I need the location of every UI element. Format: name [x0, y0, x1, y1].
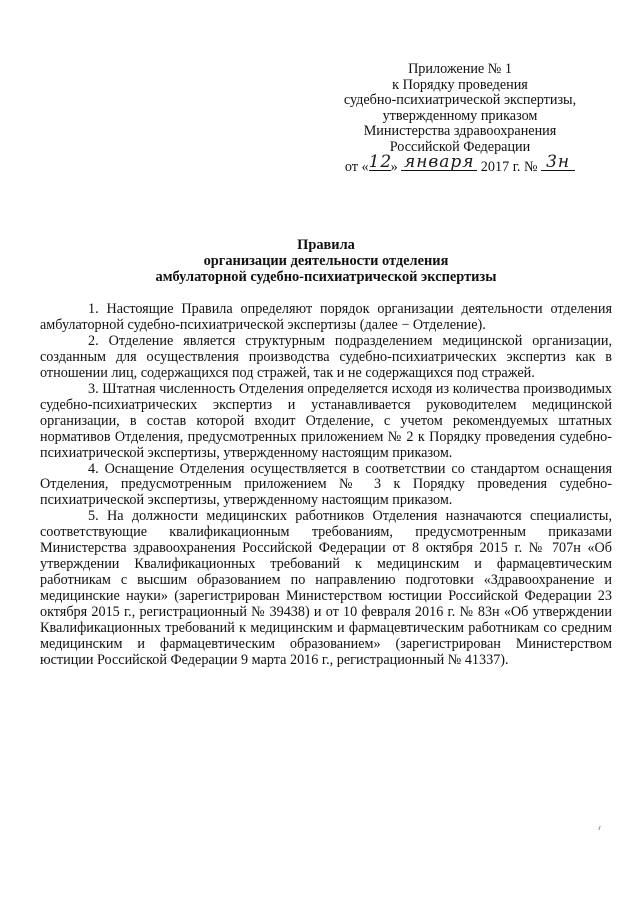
appendix-line: Приложение № 1 — [408, 61, 512, 77]
heading-title: Правила — [297, 237, 355, 253]
month-blank — [401, 151, 477, 172]
heading-subtitle: амбулаторной судебно-психиатрической экспертизы — [155, 268, 497, 285]
scan-mark — [595, 826, 600, 830]
appendix-line: утвержденному приказом — [382, 107, 538, 124]
paragraph-1: 1. Настоящие Правила определяют порядок организации деятельности отделения амбулаторной судебно-психиатрической экспертизы (далее − Отделение). — [40, 301, 612, 333]
appendix-line: судебно-психиатрической экспертизы, — [343, 92, 577, 109]
rules-heading — [40, 238, 612, 285]
appendix-line: к Порядку проведения — [392, 76, 528, 93]
heading-subtitle: организации деятельности отделения — [203, 252, 449, 269]
date-prefix: от « — [344, 158, 369, 175]
day-blank — [368, 151, 393, 172]
paragraph-3: 3. Штатная численность Отделения определяется исходя из количества производимых судебно-психиатрических экспертиз и устанавливается руководителем медицинской организации, в состав которой входит Отделение, с учетом рекомендуемых штатных нормативов Отделения, предусмотренных приложением № 2 к Порядку проведения судебно-психиатрической экспертизы, утвержденному настоящим приказом. — [40, 380, 612, 461]
paragraph-4: 4. Оснащение Отделения осуществляется в соответствии со стандартом оснащения Отделения, предусмотренным приложением № 3 к Порядку проведения судебно-психиатрической экспертизы, утвержденному настоящим приказом. — [40, 460, 612, 509]
number-blank — [541, 151, 575, 172]
appendix-header — [318, 62, 602, 175]
handwritten-month: января — [403, 151, 475, 172]
date-quote-close: » — [390, 158, 398, 175]
appendix-line: Министерства здравоохранения — [363, 123, 557, 140]
handwritten-day: 12 — [368, 151, 393, 172]
rules-body — [40, 302, 612, 669]
paragraph-5: 5. На должности медицинских работников Отделения назначаются специалисты, соответствующие квалификационным требованиям, предусмотренным приказами Министерства здравоохранения Российской Федерации от 8 октября 2015 г. № 707н «Об утверждении Квалификационных требований к медицинским и фармацевтическим работникам с высшим образованием по направлению подготовки «Здравоохранение и медицинские науки» (зарегистрирован Министерством юстиции Российской Федерации 23 октября 2015 г., регистрационный № 39438) и от 10 февраля 2016 г. № 83н «Об утверждении Квалификационных требований к медицинским и фармацевтическим работникам со средним медицинским и фармацевтическим образованием» (зарегистрирован Министерством юстиции Российской Федерации 9 марта 2016 г., регистрационный № 41337). — [40, 508, 612, 668]
appendix-line: Российской Федерации — [389, 138, 531, 155]
handwritten-number: 3н — [546, 151, 571, 172]
order-date-line — [318, 151, 602, 176]
date-year: 2017 г. № — [480, 158, 538, 175]
paragraph-2: 2. Отделение является структурным подразделением медицинской организации, созданным для осуществления производства судебно-психиатрических экспертиз как в отношении лиц, содержащихся под стражей, так и не содержащихся под стражей. — [40, 332, 612, 381]
